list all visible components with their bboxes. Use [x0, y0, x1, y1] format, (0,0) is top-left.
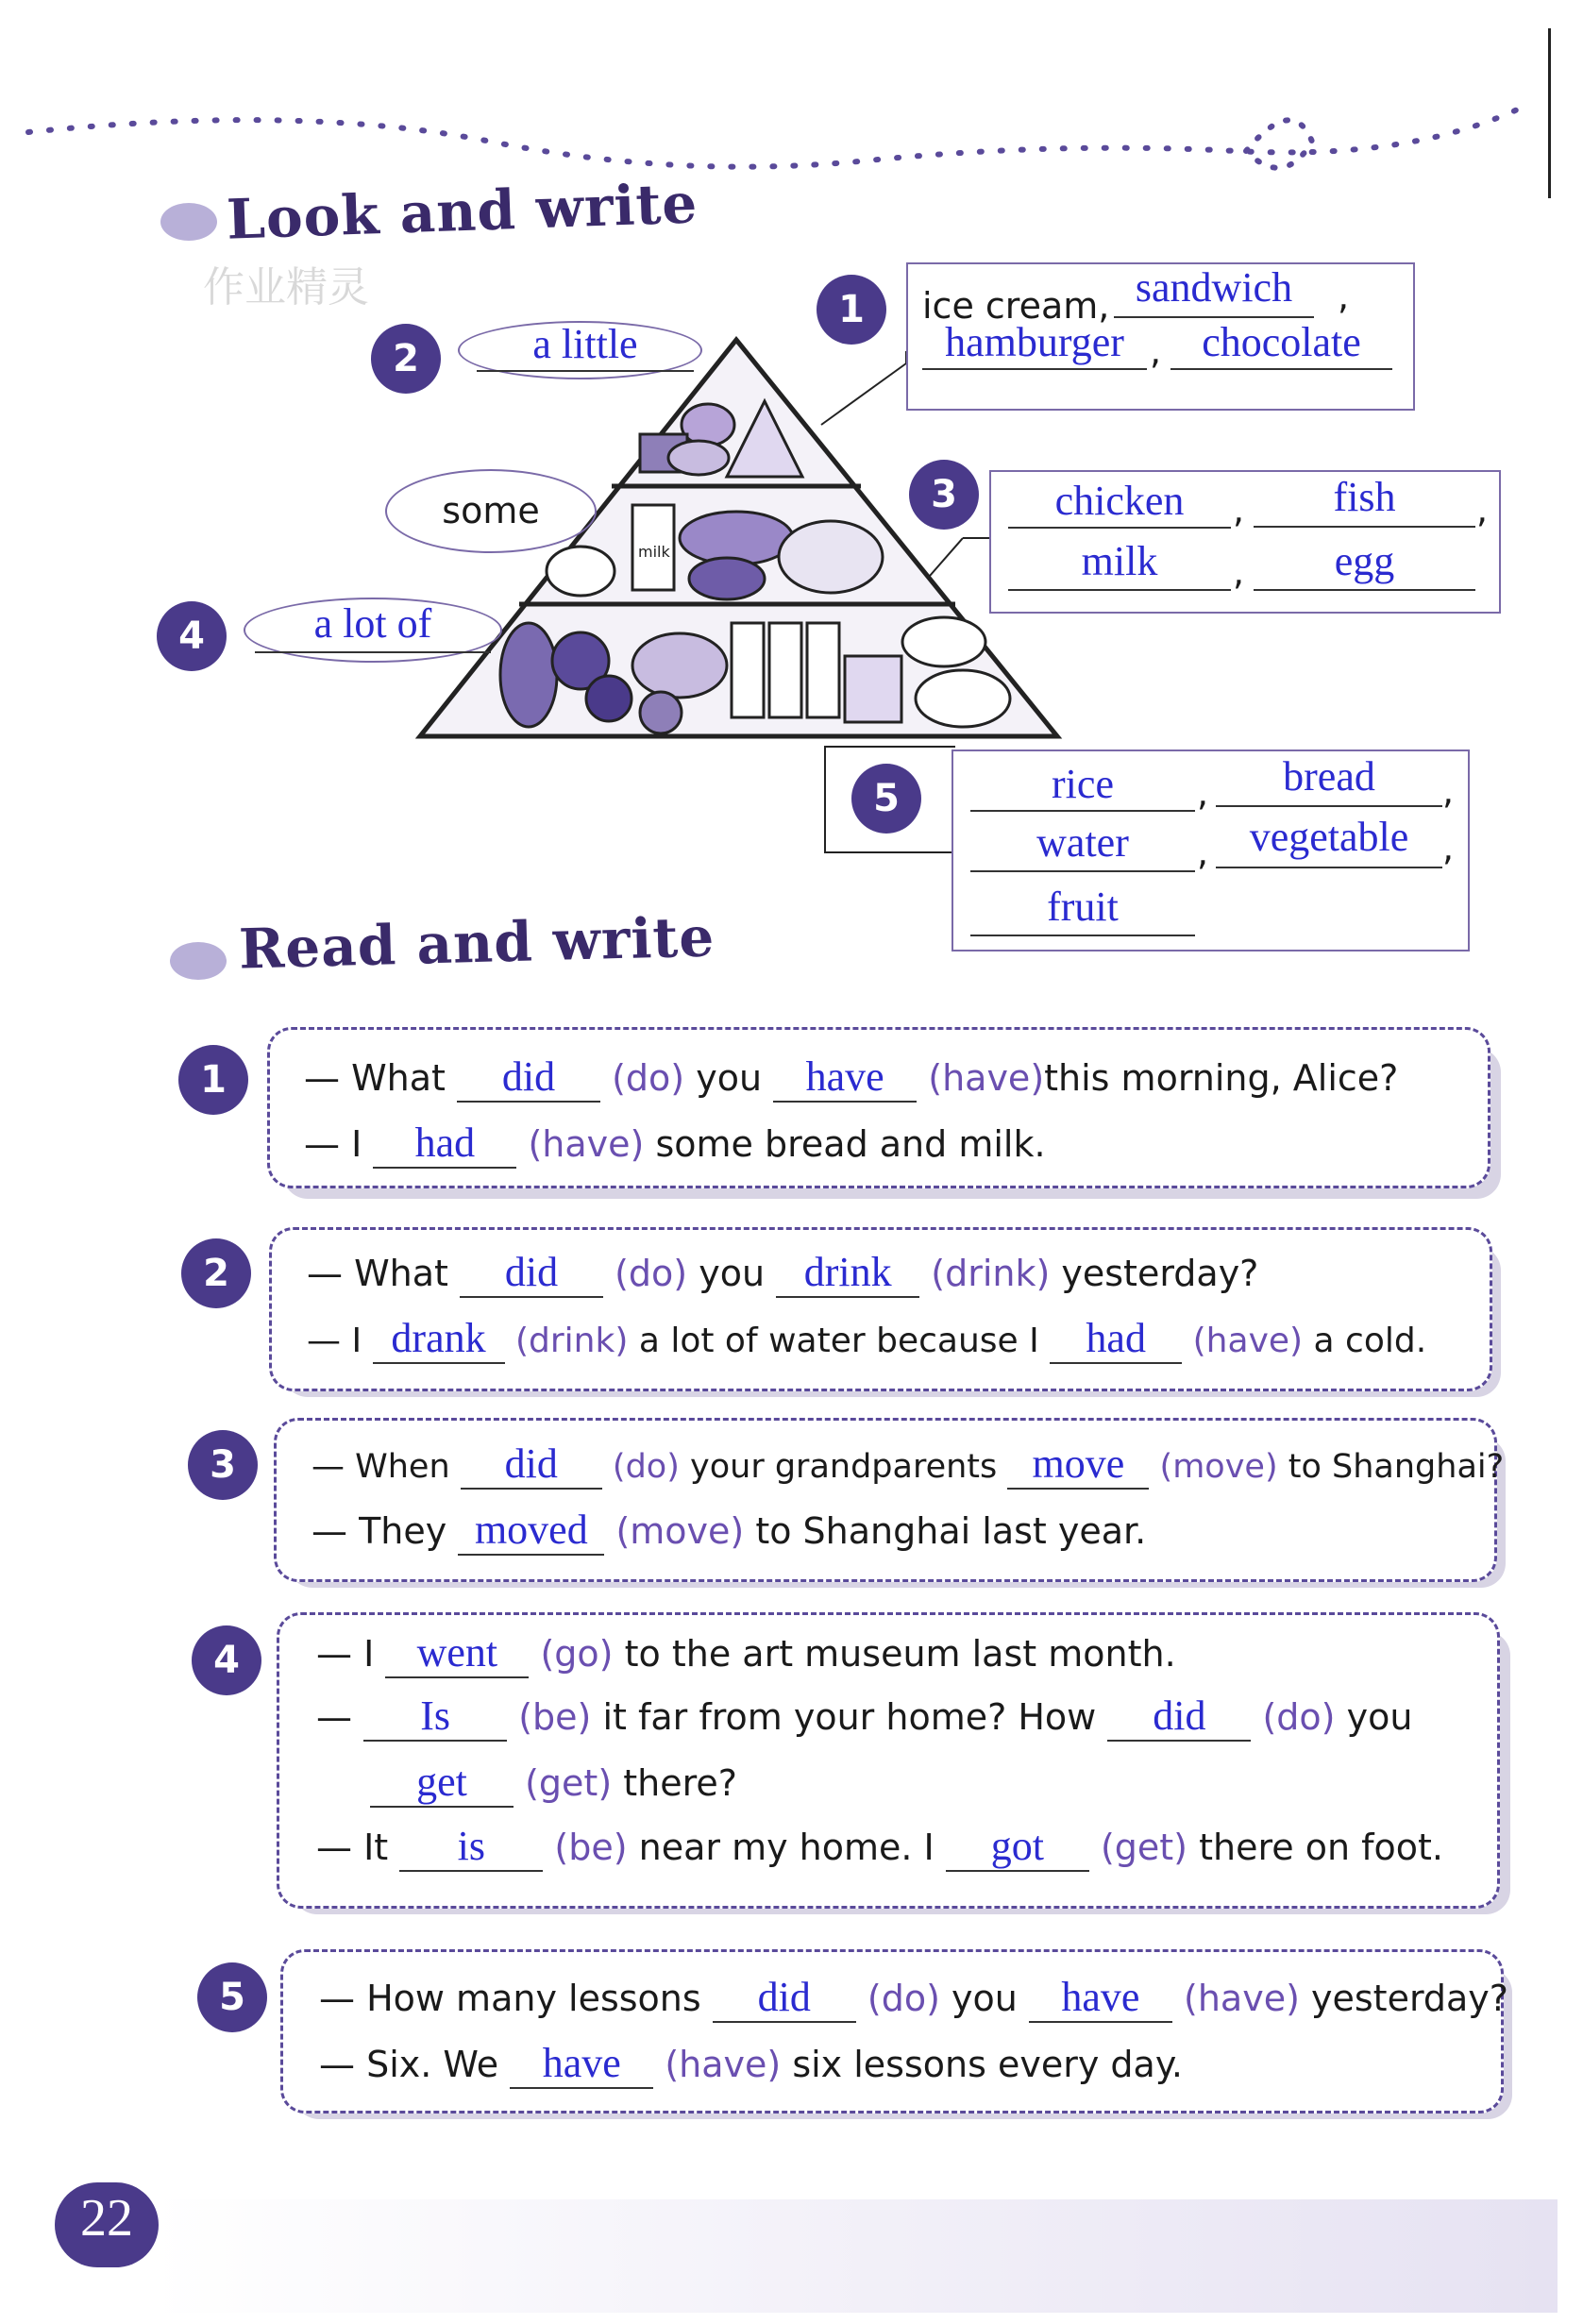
- comma: ,: [1442, 770, 1455, 812]
- hint: (get): [525, 1762, 613, 1804]
- prefix: — I: [304, 1123, 362, 1165]
- title-bullet-icon: [160, 203, 217, 241]
- item-1-line-2: [304, 1119, 1046, 1169]
- hint: (do): [867, 1978, 940, 2019]
- milk-carton-label: milk: [638, 543, 670, 561]
- title-bullet-icon: [170, 942, 227, 980]
- page-edge-line: [1548, 28, 1551, 198]
- item-2-line-2: [307, 1314, 1426, 1364]
- text: you: [699, 1253, 766, 1294]
- item-5-line-2: [319, 2039, 1183, 2089]
- prefix: — How many lessons: [319, 1978, 701, 2019]
- item-2-blank-2[interactable]: drink: [776, 1248, 919, 1298]
- text: there?: [623, 1762, 737, 1804]
- hint: (go): [540, 1633, 614, 1675]
- look-num-2: 2: [371, 324, 441, 394]
- comma: ,: [1197, 772, 1209, 814]
- level-3-answer-1[interactable]: chicken: [1008, 478, 1231, 529]
- text: to Shanghai last year.: [755, 1510, 1147, 1552]
- item-5-blank-1[interactable]: did: [713, 1973, 856, 2023]
- item-5-blank-2[interactable]: have: [1029, 1973, 1172, 2023]
- prefix: — What: [307, 1253, 448, 1294]
- hint: (have): [1192, 1322, 1304, 1360]
- item-4-blank-4[interactable]: get: [370, 1758, 514, 1808]
- level-1-answer-2[interactable]: hamburger: [922, 319, 1147, 370]
- text: your grandparents: [690, 1448, 998, 1486]
- level-1-answer-1[interactable]: sandwich: [1114, 264, 1314, 318]
- item-1-blank-1[interactable]: did: [457, 1053, 600, 1103]
- text: there on foot.: [1199, 1827, 1443, 1868]
- text: to the art museum last month.: [624, 1633, 1176, 1675]
- comma: ,: [1197, 832, 1209, 873]
- item-3-line-1: [312, 1440, 1504, 1490]
- hint: (do): [612, 1057, 685, 1099]
- hint: (do): [612, 1448, 680, 1486]
- item-1-line-1: [304, 1053, 1398, 1103]
- text: a cold.: [1313, 1322, 1427, 1360]
- prefix: — When: [312, 1448, 450, 1486]
- item-4-line-3: [370, 1758, 737, 1808]
- hint: (have): [665, 2044, 782, 2085]
- item-3-blank-2[interactable]: move: [1007, 1440, 1149, 1490]
- level-4-answer[interactable]: a lot of: [255, 599, 491, 653]
- text: a lot of water because I: [638, 1322, 1039, 1360]
- dotted-decoration: [19, 66, 1548, 189]
- item-4-blank-3[interactable]: did: [1107, 1692, 1251, 1742]
- text: six lessons every day.: [792, 2044, 1183, 2085]
- hint: (have): [528, 1123, 645, 1165]
- text: you: [696, 1057, 763, 1099]
- text: you: [951, 1978, 1018, 2019]
- item-3-line-2: [312, 1506, 1146, 1556]
- some-oval: [385, 469, 597, 553]
- level-5-answer-3[interactable]: water: [970, 819, 1195, 872]
- item-4-line-1: [316, 1628, 1176, 1678]
- text: you: [1346, 1696, 1413, 1738]
- text: this morning, Alice?: [1044, 1057, 1399, 1099]
- item-3-blank-3[interactable]: moved: [458, 1506, 604, 1556]
- hint: (do): [1262, 1696, 1336, 1738]
- comma: ,: [1338, 276, 1350, 317]
- look-num-3: 3: [909, 460, 979, 530]
- level-5-box: [951, 749, 1470, 951]
- look-num-4: 4: [157, 601, 227, 671]
- item-4-blank-1[interactable]: went: [385, 1628, 529, 1678]
- hint: (have): [928, 1057, 1045, 1099]
- level-3-box: [989, 470, 1501, 614]
- item-2-blank-4[interactable]: had: [1050, 1314, 1182, 1364]
- read-num-5: 5: [197, 1962, 267, 2032]
- level-2-answer[interactable]: a little: [477, 321, 694, 372]
- hint: (move): [1159, 1448, 1278, 1486]
- prefix: — I: [316, 1633, 375, 1675]
- text: some bread and milk.: [655, 1123, 1046, 1165]
- item-4-blank-5[interactable]: is: [399, 1822, 543, 1872]
- text: near my home. I: [638, 1827, 935, 1868]
- item-4-blank-6[interactable]: got: [946, 1822, 1089, 1872]
- text: yesterday?: [1311, 1978, 1508, 2019]
- prefix: —: [316, 1696, 352, 1738]
- level-1-box: [906, 262, 1415, 411]
- prefix: — They: [312, 1510, 447, 1552]
- hint: (drink): [931, 1253, 1051, 1294]
- level-1-answer-3[interactable]: chocolate: [1170, 319, 1392, 370]
- page-number: 22: [80, 2189, 133, 2248]
- comma: ,: [1233, 489, 1245, 530]
- level-3-answer-4[interactable]: egg: [1254, 538, 1475, 591]
- level-3-answer-2[interactable]: fish: [1254, 474, 1475, 528]
- item-5-blank-3[interactable]: have: [510, 2039, 653, 2089]
- prefix: — What: [304, 1057, 446, 1099]
- hint: (move): [615, 1510, 745, 1552]
- item-2-line-1: [307, 1248, 1258, 1298]
- bottom-band: [151, 2199, 1558, 2313]
- look-num-5: 5: [851, 764, 921, 834]
- level-5-answer-5[interactable]: fruit: [970, 884, 1195, 936]
- item-2-blank-1[interactable]: did: [460, 1248, 603, 1298]
- read-write-title: Read and write: [238, 904, 716, 982]
- level-3-answer-3[interactable]: milk: [1008, 538, 1231, 591]
- hint: (have): [1184, 1978, 1300, 2019]
- item-5-line-1: [319, 1973, 1508, 2023]
- read-num-1: 1: [178, 1045, 248, 1115]
- item-3-blank-1[interactable]: did: [461, 1440, 602, 1490]
- hint: (drink): [514, 1322, 629, 1360]
- read-num-2: 2: [181, 1238, 251, 1308]
- watermark: 作业精灵: [203, 263, 369, 312]
- text: to Shanghai?: [1288, 1448, 1505, 1486]
- comma: ,: [1476, 489, 1489, 530]
- hint: (do): [615, 1253, 688, 1294]
- level-5-answer-4[interactable]: vegetable: [1216, 814, 1442, 868]
- look-num-1: 1: [817, 275, 886, 345]
- prefix: — Six. We: [319, 2044, 499, 2085]
- text: it far from your home? How: [602, 1696, 1097, 1738]
- hint: (get): [1100, 1827, 1188, 1868]
- item-4-blank-2[interactable]: Is: [363, 1692, 507, 1742]
- item-2-blank-3[interactable]: drank: [373, 1314, 505, 1364]
- look-write-title: Look and write: [225, 171, 699, 252]
- hint: (be): [518, 1696, 592, 1738]
- prefix: — It: [316, 1827, 389, 1868]
- level-5-answer-2[interactable]: bread: [1216, 753, 1442, 807]
- item-4-line-4: [316, 1822, 1443, 1872]
- level-1-lead: ice cream,: [922, 285, 1110, 327]
- prefix: — I: [307, 1322, 362, 1360]
- item-1-blank-2[interactable]: have: [773, 1053, 917, 1103]
- text: yesterday?: [1061, 1253, 1259, 1294]
- comma: ,: [1233, 551, 1245, 593]
- read-num-4: 4: [192, 1625, 261, 1695]
- hint: (be): [554, 1827, 628, 1868]
- item-1-blank-3[interactable]: had: [373, 1119, 516, 1169]
- some-label: some: [442, 490, 540, 531]
- level-5-answer-1[interactable]: rice: [970, 761, 1195, 812]
- item-4-line-2: [316, 1692, 1412, 1742]
- comma: ,: [1150, 330, 1162, 372]
- read-num-3: 3: [188, 1430, 258, 1500]
- comma: ,: [1442, 827, 1455, 868]
